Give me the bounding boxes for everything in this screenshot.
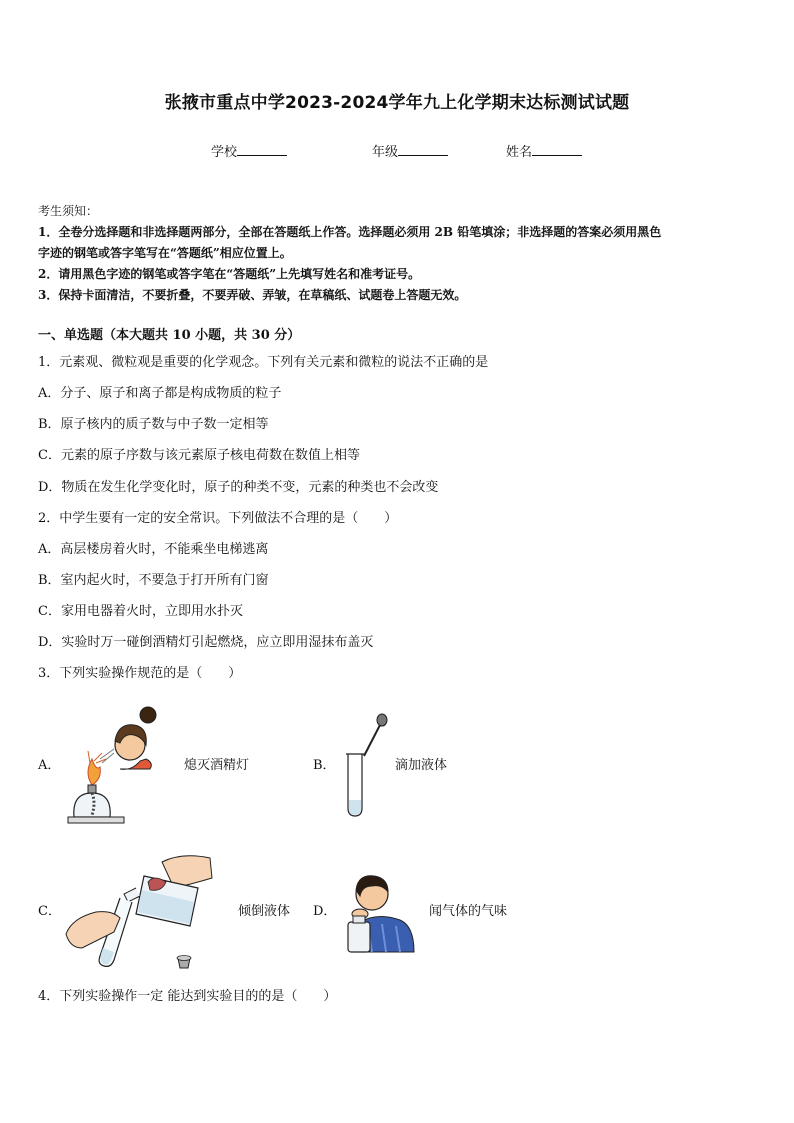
grade-label: 年级 xyxy=(372,145,399,160)
section-heading: 一、单选题（本大题共 10 小题，共 30 分） xyxy=(38,328,301,343)
school-blank[interactable] xyxy=(237,143,287,156)
smelling-gas-illustration xyxy=(338,864,420,956)
question-1-option-c: C．元素的原子序数与该元素原子核电荷数在数值上相等 xyxy=(38,448,360,463)
notice-block xyxy=(38,201,758,306)
question-1-stem: 1．元素观、微粒观是重要的化学观念。下列有关元素和微粒的说法不正确的是 xyxy=(38,355,489,370)
question-2-option-a: A．高层楼房着火时，不能乘坐电梯逃离 xyxy=(38,542,269,557)
question-3-option-d-caption: 闻气体的气味 xyxy=(429,904,508,919)
school-field xyxy=(211,141,287,160)
question-2-option-d: D．实验时万一碰倒酒精灯引起燃烧，应立即用湿抹布盖灭 xyxy=(38,635,374,650)
question-3-option-c-label: C． xyxy=(38,904,61,919)
question-3-stem: 3．下列实验操作规范的是（ ） xyxy=(38,666,242,681)
question-3-option-b-label: B． xyxy=(313,758,336,773)
name-field xyxy=(506,141,582,160)
question-1-option-d: D．物质在发生化学变化时，原子的种类不变，元素的种类也不会改变 xyxy=(38,480,439,495)
school-label: 学校 xyxy=(211,145,238,160)
question-3-option-d-label: D． xyxy=(313,904,337,919)
pouring-liquid-illustration xyxy=(62,848,222,976)
question-2-option-b: B．室内起火时，不要急于打开所有门窗 xyxy=(38,573,269,588)
notice-item-3: 3．保持卡面清洁，不要折叠，不要弄破、弄皱，在草稿纸、试题卷上答题无效。 xyxy=(38,288,467,302)
notice-item-2: 2．请用黑色字迹的钢笔或答字笔在“答题纸”上先填写姓名和准考证号。 xyxy=(38,267,421,281)
question-3-option-c-caption: 倾倒液体 xyxy=(238,904,291,919)
notice-item-1a: 1．全卷分选择题和非选择题两部分，全部在答题纸上作答。选择题必须用 2B 铅笔填涂；非选择题的答案必须用黑色 xyxy=(38,225,662,239)
question-2-stem: 2．中学生要有一定的安全常识。下列做法不合理的是（ ） xyxy=(38,511,398,526)
question-2-option-c: C．家用电器着火时，立即用水扑灭 xyxy=(38,604,243,619)
notice-heading: 考生须知： xyxy=(38,204,99,218)
question-1-option-a: A．分子、原子和离子都是构成物质的粒子 xyxy=(38,386,282,401)
name-label: 姓名 xyxy=(506,145,533,160)
dropper-tube-illustration xyxy=(340,712,400,822)
question-4-stem: 4．下列实验操作一定 能达到实验目的的是（ ） xyxy=(38,989,337,1004)
question-3-option-a-label: A． xyxy=(38,758,61,773)
grade-blank[interactable] xyxy=(398,143,448,156)
question-3-option-a-caption: 熄灭酒精灯 xyxy=(184,758,250,773)
grade-field xyxy=(372,141,448,160)
page-title: 张掖市重点中学2023-2024学年九上化学期末达标测试试题 xyxy=(164,93,630,113)
name-blank[interactable] xyxy=(532,143,582,156)
extinguish-lamp-illustration xyxy=(62,697,162,832)
notice-item-1b: 字迹的钢笔或答字笔写在“答题纸”相应位置上。 xyxy=(38,246,292,260)
question-3-option-b-caption: 滴加液体 xyxy=(395,758,448,773)
question-1-option-b: B．原子核内的质子数与中子数一定相等 xyxy=(38,417,269,432)
